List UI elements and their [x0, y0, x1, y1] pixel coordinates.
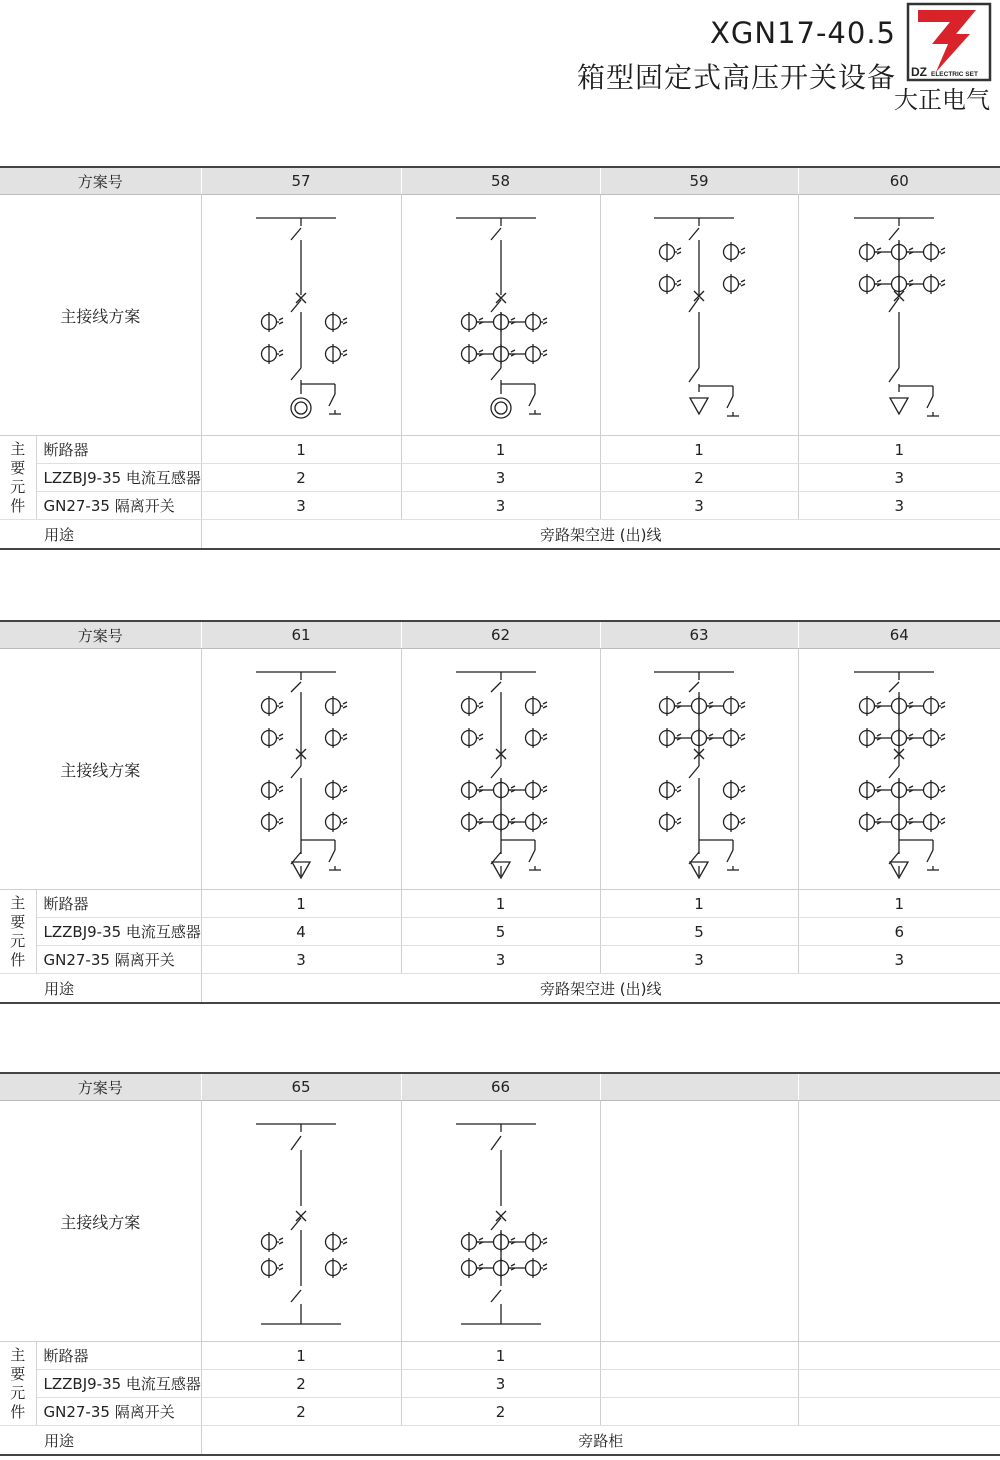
switch-blade [291, 1136, 301, 1150]
switch-blade [291, 1290, 301, 1302]
ct-count: 2 [600, 464, 798, 492]
ct-terminal [909, 734, 913, 736]
ct-terminal [279, 322, 283, 324]
scheme-no: 61 [201, 621, 401, 649]
ct-terminal [941, 818, 945, 820]
ct-terminal [543, 738, 547, 740]
switch-blade [689, 368, 699, 382]
ct-label: LZZBJ9-35 电流互感器 [36, 1370, 201, 1398]
breaker-count [798, 1342, 1000, 1370]
ct-terminal [941, 790, 945, 792]
ct-terminal [343, 354, 347, 356]
switch-blade [291, 1218, 301, 1230]
scheme-table-2 [0, 620, 1000, 1004]
ct-terminal [343, 1268, 347, 1270]
logo-text: ELECTRIC SET [931, 71, 978, 78]
scheme-no: 63 [600, 621, 798, 649]
main-components-label: 主 要 元 件 [0, 436, 36, 520]
brand-logo [894, 0, 996, 114]
disconnector-count [600, 1398, 798, 1426]
breaker-count: 1 [401, 436, 600, 464]
breaker-count: 1 [201, 890, 401, 918]
ground-switch [329, 850, 335, 862]
ct-terminal [677, 702, 681, 704]
ct-terminal [479, 350, 483, 352]
switch-blade [291, 368, 301, 380]
scheme-no [600, 1073, 798, 1101]
ct-terminal [343, 706, 347, 708]
cable-terminal [291, 398, 311, 418]
switch-blade [491, 682, 501, 692]
switch-blade [491, 300, 501, 312]
ct-terminal [543, 818, 547, 820]
disconnector-row [0, 492, 1000, 520]
cable-terminal [491, 398, 511, 418]
main-wiring-label: 主接线方案 [0, 1101, 201, 1342]
ct-terminal [543, 706, 547, 708]
ct-label: LZZBJ9-35 电流互感器 [36, 464, 201, 492]
scheme-no: 66 [401, 1073, 600, 1101]
ct-terminal [741, 706, 745, 708]
breaker-count: 1 [201, 1342, 401, 1370]
scheme-table-1 [0, 166, 1000, 550]
ct-terminal [343, 1238, 347, 1240]
ct-terminal [677, 248, 681, 250]
logo-abbr: DZ [911, 65, 927, 79]
switch-blade [291, 682, 301, 692]
breaker-count: 1 [600, 436, 798, 464]
ct-terminal [941, 738, 945, 740]
ct-count [600, 1370, 798, 1398]
usage-value: 旁路柜 [201, 1426, 1000, 1456]
switch-blade [491, 1218, 501, 1230]
wiring-diagram-cell [201, 195, 401, 436]
cable-terminal [495, 402, 507, 414]
disconnector-count: 3 [600, 946, 798, 974]
ct-terminal [877, 248, 881, 250]
disconnector-count: 2 [201, 1398, 401, 1426]
ct-terminal [877, 786, 881, 788]
ct-terminal [543, 350, 547, 352]
ct-terminal [941, 284, 945, 286]
circuit-diagram [639, 200, 759, 430]
ct-count: 3 [401, 1370, 600, 1398]
ct-count: 2 [201, 1370, 401, 1398]
switch-blade [291, 766, 301, 778]
ct-terminal [343, 318, 347, 320]
breaker-count [600, 1342, 798, 1370]
ct-terminal [909, 786, 913, 788]
main-wiring-label: 主接线方案 [0, 195, 201, 436]
wiring-diagram-row [0, 649, 1000, 890]
arrester [890, 398, 908, 414]
ground-switch [329, 394, 335, 406]
scheme-number-row [0, 167, 1000, 195]
ct-terminal [543, 1238, 547, 1240]
scheme-no-label: 方案号 [0, 621, 201, 649]
ct-terminal [741, 248, 745, 250]
ground-switch [529, 394, 535, 406]
ct-terminal [279, 1264, 283, 1266]
ct-terminal [343, 702, 347, 704]
ct-terminal [941, 248, 945, 250]
ground-switch [529, 850, 535, 862]
ct-terminal [909, 818, 913, 820]
circuit-diagram [639, 654, 759, 884]
breaker-count: 1 [600, 890, 798, 918]
ct-terminal [543, 1268, 547, 1270]
scheme-no: 58 [401, 167, 600, 195]
ct-terminal [941, 734, 945, 736]
ct-terminal [343, 738, 347, 740]
main-components-label: 主 要 元 件 [0, 890, 36, 974]
ct-terminal [511, 1238, 515, 1240]
ct-terminal [279, 1242, 283, 1244]
scheme-no: 62 [401, 621, 600, 649]
usage-row [0, 974, 1000, 1004]
ct-terminal [343, 786, 347, 788]
scheme-no: 59 [600, 167, 798, 195]
wiring-diagram-cell [401, 1101, 600, 1342]
ct-terminal [741, 786, 745, 788]
switch-blade [889, 368, 899, 382]
ct-count: 6 [798, 918, 1000, 946]
ct-terminal [741, 738, 745, 740]
breaker-count: 1 [798, 436, 1000, 464]
ct-terminal [741, 252, 745, 254]
disconnector-count: 3 [401, 946, 600, 974]
ct-terminal [479, 706, 483, 708]
ct-terminal [677, 284, 681, 286]
ct-terminal [909, 280, 913, 282]
wiring-diagram-cell [600, 1101, 798, 1342]
ct-terminal [279, 318, 283, 320]
disconnector-row [0, 1398, 1000, 1426]
scheme-no [798, 1073, 1000, 1101]
ct-terminal [941, 702, 945, 704]
circuit-diagram [839, 200, 959, 430]
ct-terminal [677, 790, 681, 792]
breaker-count: 1 [401, 1342, 600, 1370]
ct-terminal [511, 1264, 515, 1266]
ct-terminal [479, 818, 483, 820]
ct-count: 5 [401, 918, 600, 946]
switch-blade [689, 766, 699, 778]
ct-count: 4 [201, 918, 401, 946]
scheme-no: 60 [798, 167, 1000, 195]
breaker-row [0, 1342, 1000, 1370]
scheme-no-label: 方案号 [0, 1073, 201, 1101]
ct-terminal [511, 350, 515, 352]
circuit-diagram [241, 1106, 361, 1336]
usage-value: 旁路架空进 (出)线 [201, 520, 1000, 550]
ct-terminal [479, 786, 483, 788]
ct-count: 3 [798, 464, 1000, 492]
disconnector-label: GN27-35 隔离开关 [36, 492, 201, 520]
ct-terminal [741, 284, 745, 286]
ct-terminal [543, 786, 547, 788]
circuit-diagram [441, 1106, 561, 1336]
ct-terminal [343, 1242, 347, 1244]
switch-blade [689, 228, 699, 240]
ct-count [798, 1370, 1000, 1398]
ct-terminal [479, 1264, 483, 1266]
disconnector-count: 3 [201, 946, 401, 974]
ct-terminal [279, 1238, 283, 1240]
wiring-diagram-cell [201, 1101, 401, 1342]
ct-terminal [877, 734, 881, 736]
disconnector-count: 3 [600, 492, 798, 520]
wiring-diagram-row [0, 1101, 1000, 1342]
ct-terminal [741, 702, 745, 704]
circuit-diagram [241, 200, 361, 430]
wiring-diagram-cell [600, 649, 798, 890]
disconnector-label: GN27-35 隔离开关 [36, 946, 201, 974]
scheme-no: 64 [798, 621, 1000, 649]
usage-row [0, 1426, 1000, 1456]
ct-terminal [543, 322, 547, 324]
ct-terminal [279, 822, 283, 824]
ct-terminal [741, 822, 745, 824]
ct-row [0, 464, 1000, 492]
usage-row [0, 520, 1000, 550]
ct-label: LZZBJ9-35 电流互感器 [36, 918, 201, 946]
disconnector-count: 3 [201, 492, 401, 520]
breaker-count: 1 [201, 436, 401, 464]
ct-terminal [941, 786, 945, 788]
ct-terminal [511, 318, 515, 320]
wiring-diagram-cell [798, 195, 1000, 436]
switch-blade [291, 228, 301, 240]
switch-blade [889, 228, 899, 240]
switch-blade [889, 682, 899, 692]
ct-terminal [677, 818, 681, 820]
breaker-label: 断路器 [36, 436, 201, 464]
ct-terminal [343, 350, 347, 352]
ct-terminal [941, 252, 945, 254]
ct-row [0, 1370, 1000, 1398]
disconnector-label: GN27-35 隔离开关 [36, 1398, 201, 1426]
usage-label: 用途 [0, 1426, 201, 1456]
ct-terminal [877, 818, 881, 820]
product-name: 箱型固定式高压开关设备 [576, 61, 896, 94]
usage-label: 用途 [0, 520, 201, 550]
circuit-diagram [441, 654, 561, 884]
ct-terminal [677, 786, 681, 788]
ct-terminal [543, 1264, 547, 1266]
disconnector-count: 2 [401, 1398, 600, 1426]
ct-terminal [479, 738, 483, 740]
ct-row [0, 918, 1000, 946]
ct-terminal [279, 706, 283, 708]
disconnector-count: 3 [401, 492, 600, 520]
cable-terminal [295, 402, 307, 414]
ground-switch [727, 850, 733, 862]
ct-terminal [511, 818, 515, 820]
scheme-no-label: 方案号 [0, 167, 201, 195]
ct-terminal [941, 280, 945, 282]
ct-terminal [343, 734, 347, 736]
scheme-no: 57 [201, 167, 401, 195]
switch-blade [889, 766, 899, 778]
ct-terminal [909, 702, 913, 704]
ct-terminal [909, 248, 913, 250]
switch-blade [291, 300, 301, 312]
disconnector-count [798, 1398, 1000, 1426]
disconnector-count: 3 [798, 946, 1000, 974]
breaker-count: 1 [401, 890, 600, 918]
disconnector-row [0, 946, 1000, 974]
scheme-number-row [0, 621, 1000, 649]
ct-terminal [741, 280, 745, 282]
wiring-diagram-cell [401, 649, 600, 890]
breaker-count: 1 [798, 890, 1000, 918]
disconnector-count: 3 [798, 492, 1000, 520]
brand-name: 大正电气 [894, 86, 990, 114]
ct-terminal [343, 790, 347, 792]
ct-terminal [677, 734, 681, 736]
circuit-diagram [241, 654, 361, 884]
scheme-no: 65 [201, 1073, 401, 1101]
ct-terminal [741, 818, 745, 820]
ct-terminal [677, 252, 681, 254]
ct-terminal [479, 1238, 483, 1240]
breaker-row [0, 436, 1000, 464]
ct-terminal [479, 318, 483, 320]
ct-terminal [709, 702, 713, 704]
circuit-diagram [441, 200, 561, 430]
switch-blade [491, 766, 501, 778]
main-components-label: 主 要 元 件 [0, 1342, 36, 1426]
switch-blade [689, 682, 699, 692]
ct-terminal [279, 354, 283, 356]
ground-switch [927, 850, 933, 862]
ct-terminal [279, 786, 283, 788]
switch-blade [491, 1290, 501, 1302]
ct-terminal [343, 1264, 347, 1266]
ct-terminal [479, 734, 483, 736]
ct-terminal [279, 738, 283, 740]
ct-terminal [343, 818, 347, 820]
scheme-number-row [0, 1073, 1000, 1101]
breaker-row [0, 890, 1000, 918]
ct-terminal [543, 354, 547, 356]
ct-terminal [741, 734, 745, 736]
ct-terminal [511, 786, 515, 788]
ct-count: 3 [401, 464, 600, 492]
ground-switch [727, 396, 733, 408]
switch-blade [491, 1136, 501, 1150]
switch-blade [491, 228, 501, 240]
wiring-diagram-cell [798, 649, 1000, 890]
usage-label: 用途 [0, 974, 201, 1004]
ct-terminal [543, 790, 547, 792]
ct-terminal [279, 818, 283, 820]
ct-terminal [877, 280, 881, 282]
wiring-diagram-row [0, 195, 1000, 436]
ct-terminal [543, 822, 547, 824]
ct-terminal [741, 790, 745, 792]
ground-switch [927, 396, 933, 408]
ct-terminal [709, 734, 713, 736]
ct-terminal [543, 702, 547, 704]
ct-terminal [543, 1242, 547, 1244]
breaker-label: 断路器 [36, 1342, 201, 1370]
ct-terminal [479, 702, 483, 704]
switch-blade [491, 368, 501, 380]
ct-terminal [941, 706, 945, 708]
ct-count: 2 [201, 464, 401, 492]
wiring-diagram-cell [600, 195, 798, 436]
ct-terminal [877, 702, 881, 704]
ct-terminal [343, 822, 347, 824]
ct-terminal [941, 822, 945, 824]
ct-terminal [543, 318, 547, 320]
breaker-label: 断路器 [36, 890, 201, 918]
ct-terminal [543, 734, 547, 736]
ct-terminal [279, 734, 283, 736]
wiring-diagram-cell [798, 1101, 1000, 1342]
wiring-diagram-cell [401, 195, 600, 436]
ct-terminal [343, 322, 347, 324]
ct-terminal [279, 790, 283, 792]
main-wiring-label: 主接线方案 [0, 649, 201, 890]
ct-terminal [279, 1268, 283, 1270]
ct-terminal [677, 822, 681, 824]
model-number: XGN17-40.5 [710, 16, 896, 50]
ct-terminal [279, 350, 283, 352]
ct-count: 5 [600, 918, 798, 946]
scheme-table-3 [0, 1072, 1000, 1456]
circuit-diagram [839, 654, 959, 884]
ct-terminal [677, 280, 681, 282]
usage-value: 旁路架空进 (出)线 [201, 974, 1000, 1004]
wiring-diagram-cell [201, 649, 401, 890]
arrester [690, 398, 708, 414]
ct-terminal [279, 702, 283, 704]
